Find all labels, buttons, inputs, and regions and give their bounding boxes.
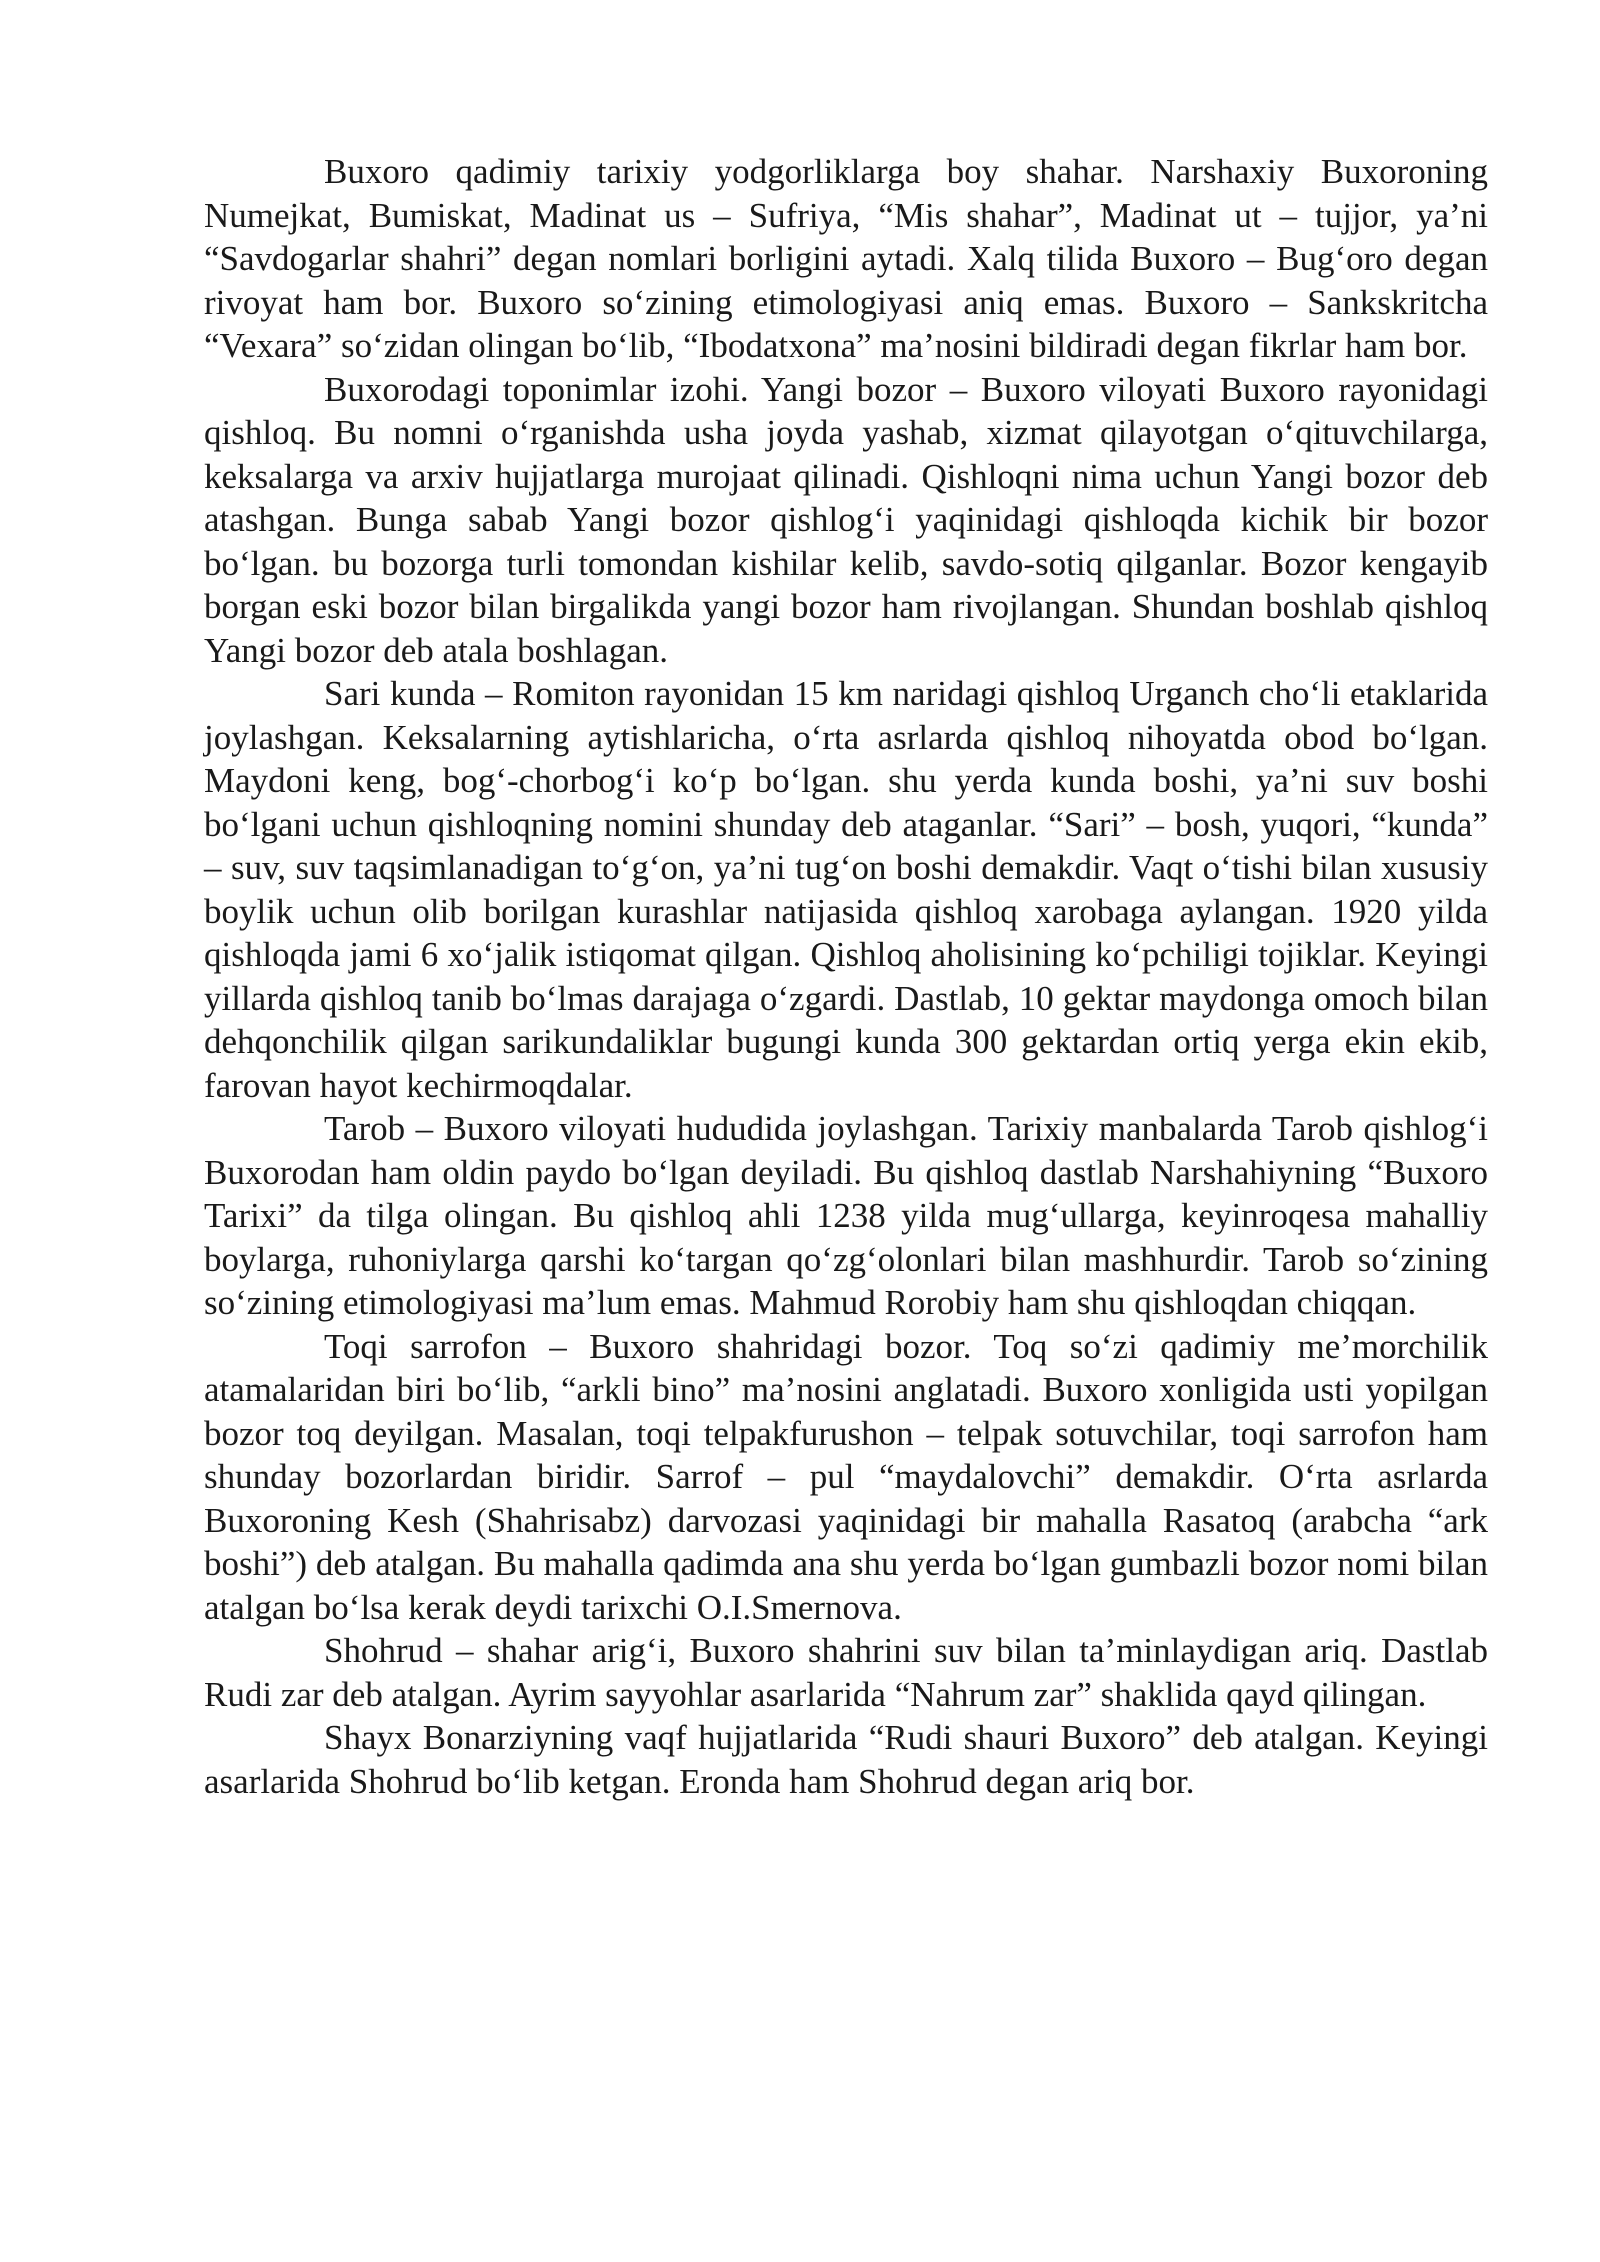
paragraph-sari-kunda: Sari kunda – Romiton rayonidan 15 km naridagi qishloq Urganch cho‘li etaklarida joylashgan. Keksalarning aytishlaricha, o‘rta asrlarda qishloq nihoyatda obod bo‘lgan. Maydoni keng, bog‘-chorbog‘i ko‘p bo‘lgan. shu yerda kunda boshi, ya’ni suv boshi bo‘lgani uchun qishloqning nomini shunday deb ataganlar. “Sari” – bosh, yuqori, “kunda” – suv, suv taqsimlanadigan to‘g‘on, ya’ni tug‘on boshi demakdir. Vaqt o‘tishi bilan xususiy boylik uchun olib borilgan kurashlar natijasida qishloq xarobaga aylangan. 1920 yilda qishloqda jami 6 xo‘jalik istiqomat qilgan. Qishloq aholisining ko‘pchiligi tojiklar. Keyingi yillarda qishloq tanib bo‘lmas darajaga o‘zgardi. Dastlab, 10 gektar maydonga omoch bilan dehqonchilik qilgan sarikundaliklar bugungi kunda 300 gektardan ortiq yerga ekin ekib, farovan hayot kechirmoqdalar.	[204, 674, 1488, 1105]
paragraph-yangi-bozor: Buxorodagi toponimlar izohi. Yangi bozor – Buxoro viloyati Buxoro rayonidagi qishloq. Bu nomni o‘rganishda usha joyda yashab, xizmat qilayotgan o‘qituvchilarga, keksalarga va arxiv hujjatlarga murojaat qilinadi. Qishloqni nima uchun Yangi bozor deb atashgan. Bunga sabab Yangi bozor qishlog‘i yaqinidagi qishloqda kichik bir bozor bo‘lgan. bu bozorga turli tomondan kishilar kelib, savdo-sotiq qilganlar. Bozor kengayib borgan eski bozor bilan birgalikda yangi bozor ham rivojlangan. Shundan boshlab qishloq Yangi bozor deb atala boshlagan.	[204, 369, 1488, 670]
paragraph-toqi-sarrofon: Toqi sarrofon – Buxoro shahridagi bozor. Toq so‘zi qadimiy me’morchilik atamalaridan biri bo‘lib, “arkli bino” ma’nosini anglatadi. Buxoro xonligida usti yopilgan bozor toq deyilgan. Masalan, toqi telpakfurushon – telpak sotuvchilar, toqi sarrofon ham shunday bozorlardan biridir. Sarrof – pul “maydalovchi” demakdir. O‘rta asrlarda Buxoroning Kesh (Shahrisabz) darvozasi yaqinidagi bir mahalla Rasatoq (arabcha “ark boshi”) deb atalgan. Bu mahalla qadimda ana shu yerda bo‘lgan gumbazli bozor nomi bilan atalgan bo‘lsa kerak deydi tarixchi O.I.Smernova.	[204, 1326, 1488, 1627]
paragraph-buxoro-history: Buxoro qadimiy tarixiy yodgorliklarga boy shahar. Narshaxiy Buxoroning Numejkat, Bumiskat, Madinat us – Sufriya, “Mis shahar”, Madinat ut – tujjor, ya’ni “Savdogarlar shahri” degan nomlari borligini aytadi. Xalq tilida Buxoro – Bug‘oro degan rivoyat ham bor. Buxoro so‘zining etimologiyasi aniq emas. Buxoro – Sankskritcha “Vexara” so‘zidan olingan bo‘lib, “Ibodatxona” ma’nosini bildiradi degan fikrlar ham bor.	[204, 152, 1488, 365]
paragraph-shayx-bonarziy: Shayx Bonarziyning vaqf hujjatlarida “Rudi shauri Buxoro” deb atalgan. Keyingi asarlarida Shohrud bo‘lib ketgan. Eronda ham Shohrud degan ariq bor.	[204, 1718, 1488, 1801]
paragraph-tarob: Tarob – Buxoro viloyati hududida joylashgan. Tarixiy manbalarda Tarob qishlog‘i Buxorodan ham oldin paydo bo‘lgan deyiladi. Bu qishloq dastlab Narshahiyning “Buxoro Tarixi” da tilga olingan. Bu qishloq ahli 1238 yilda mug‘ullarga, keyinroqesa mahalliy boylarga, ruhoniylarga qarshi ko‘targan qo‘zg‘olonlari bilan mashhurdir. Tarob so‘zining so‘zining etimologiyasi ma’lum emas. Mahmud Rorobiy ham shu qishloqdan chiqqan.	[204, 1109, 1488, 1322]
document-page	[204, 150, 1488, 1803]
paragraph-shohrud: Shohrud – shahar arig‘i, Buxoro shahrini suv bilan ta’minlaydigan ariq. Dastlab Rudi zar deb atalgan. Ayrim sayyohlar asarlarida “Nahrum zar” shaklida qayd qilingan.	[204, 1631, 1488, 1714]
